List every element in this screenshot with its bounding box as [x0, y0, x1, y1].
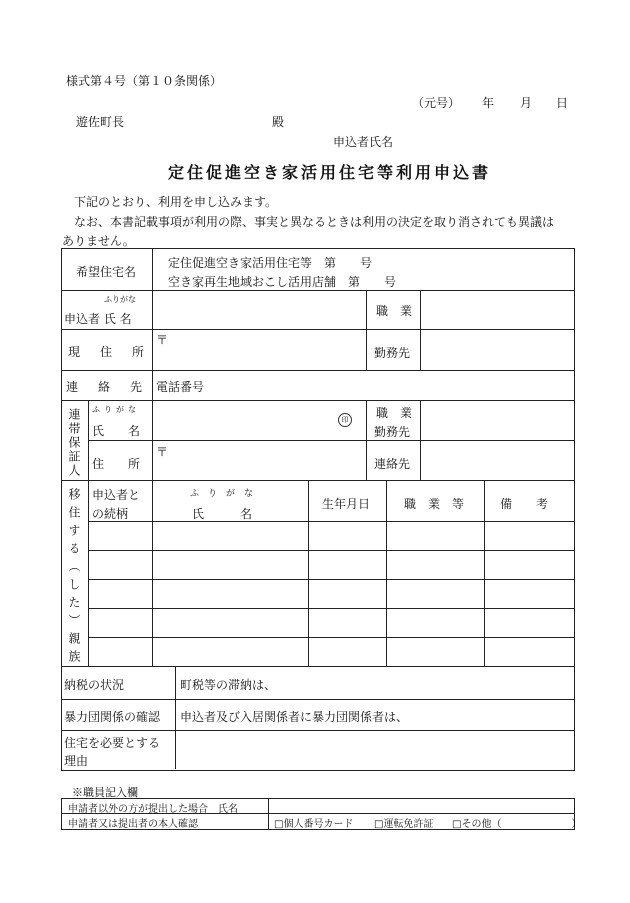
family-occupation-label: 職 業 等: [404, 497, 465, 511]
guarantor-contact-label: 連絡先: [374, 457, 411, 471]
workplace-label: 勤務先: [374, 346, 411, 360]
phone-label: 電話番号: [156, 380, 205, 394]
occupation-label: 職 業: [376, 304, 413, 318]
intro-line-1: 下記のとおり、利用を申し込みます。: [74, 195, 278, 209]
guarantor-name-label: 氏 名: [92, 424, 141, 438]
form-number: 様式第４号（第１０条関係）: [66, 74, 223, 88]
applicant-name-row-label: 申込者 氏 名: [64, 312, 132, 326]
guarantor-address-label: 住 所: [92, 457, 141, 471]
applicant-name-label: 申込者氏名: [333, 135, 394, 149]
staff-heading: ※職員記入欄: [72, 786, 138, 799]
relation-label-1: 申込者と: [92, 488, 141, 502]
row-line: [61, 480, 574, 481]
addressee: 遊佐町長: [76, 115, 125, 129]
relation-label-2: の続柄: [92, 507, 129, 521]
remarks-label: 備 考: [500, 497, 549, 511]
family-row[interactable]: [89, 522, 573, 549]
guarantor-occupation-label: 職 業: [376, 406, 413, 420]
desired-housing-label: 希望住宅名: [76, 265, 137, 279]
family-name-label: 氏 名: [192, 507, 253, 521]
row-line: [61, 666, 574, 667]
month-label: 月: [520, 96, 533, 110]
gang-check-text[interactable]: 申込者及び入居関係者に暴力団関係者は、: [180, 710, 409, 724]
housing-option-2[interactable]: 空き家再生地域おこし活用店舗 第 号: [168, 275, 397, 289]
guarantor-name-field[interactable]: [153, 401, 333, 439]
id-option-mynumber[interactable]: □個人番号カード: [274, 819, 354, 830]
reason-label-2: 理由: [64, 754, 89, 768]
id-option-license[interactable]: □運転免許証: [374, 819, 434, 830]
staff-row-1-field[interactable]: [269, 799, 573, 812]
phone-field[interactable]: [210, 371, 573, 399]
staff-row-1-label: 申請者以外の方が提出した場合 氏名: [68, 804, 238, 815]
family-row[interactable]: [89, 551, 573, 578]
guarantor-address-field[interactable]: [153, 441, 365, 479]
col-line: [366, 400, 367, 480]
applicant-name-field[interactable]: [153, 291, 365, 328]
workplace-field[interactable]: [421, 330, 573, 369]
tax-label: 納税の状況: [64, 678, 125, 692]
guarantor-furigana-label: ふりがな: [92, 405, 140, 414]
guarantor-label: 連帯保証人: [67, 408, 81, 478]
postal-mark: 〒: [156, 333, 169, 347]
seal-mark: 印: [338, 413, 352, 427]
housing-option-1[interactable]: 定住促進空き家活用住宅等 第 号: [168, 256, 373, 270]
tax-text[interactable]: 町税等の滞納は、: [180, 678, 277, 692]
address-label: 現 住 所: [68, 345, 149, 359]
era-label: （元号）: [412, 96, 461, 110]
family-row[interactable]: [89, 638, 573, 665]
address-field[interactable]: [153, 330, 365, 369]
family-label: 移住する（した）親族: [67, 488, 81, 668]
day-label: 日: [556, 96, 569, 110]
occupation-field[interactable]: [421, 291, 573, 328]
guarantor-contact-field[interactable]: [421, 441, 573, 479]
id-option-other[interactable]: □その他（ ）: [452, 819, 582, 830]
page-title: 定住促進空き家活用住宅等利用申込書: [168, 163, 492, 182]
family-row[interactable]: [89, 580, 573, 607]
year-label: 年: [482, 96, 495, 110]
family-row[interactable]: [89, 609, 573, 636]
furigana-label: ふりがな: [104, 295, 136, 304]
row-line: [61, 699, 574, 700]
gang-check-label: 暴力団関係の確認: [64, 710, 161, 724]
guarantor-postal-mark: 〒: [156, 445, 169, 459]
reason-field[interactable]: [176, 731, 573, 768]
honorific: 殿: [272, 115, 285, 129]
intro-line-2: なお、本書記載事項が利用の際、事実と異なるときは利用の決定を取り消されても異議は: [74, 215, 555, 229]
contact-label: 連 絡 先: [66, 380, 147, 394]
intro-line-3: ありません。: [62, 234, 135, 248]
staff-row-2-label: 申請者又は提出者の本人確認: [68, 819, 198, 830]
guarantor-workplace-label: 勤務先: [374, 425, 411, 439]
reason-label-1: 住宅を必要とする: [64, 736, 161, 750]
col-line: [366, 290, 367, 370]
dob-label: 生年月日: [322, 497, 371, 511]
family-furigana-label: ふ り が な: [190, 489, 254, 499]
guarantor-occupation-field[interactable]: [421, 401, 573, 439]
